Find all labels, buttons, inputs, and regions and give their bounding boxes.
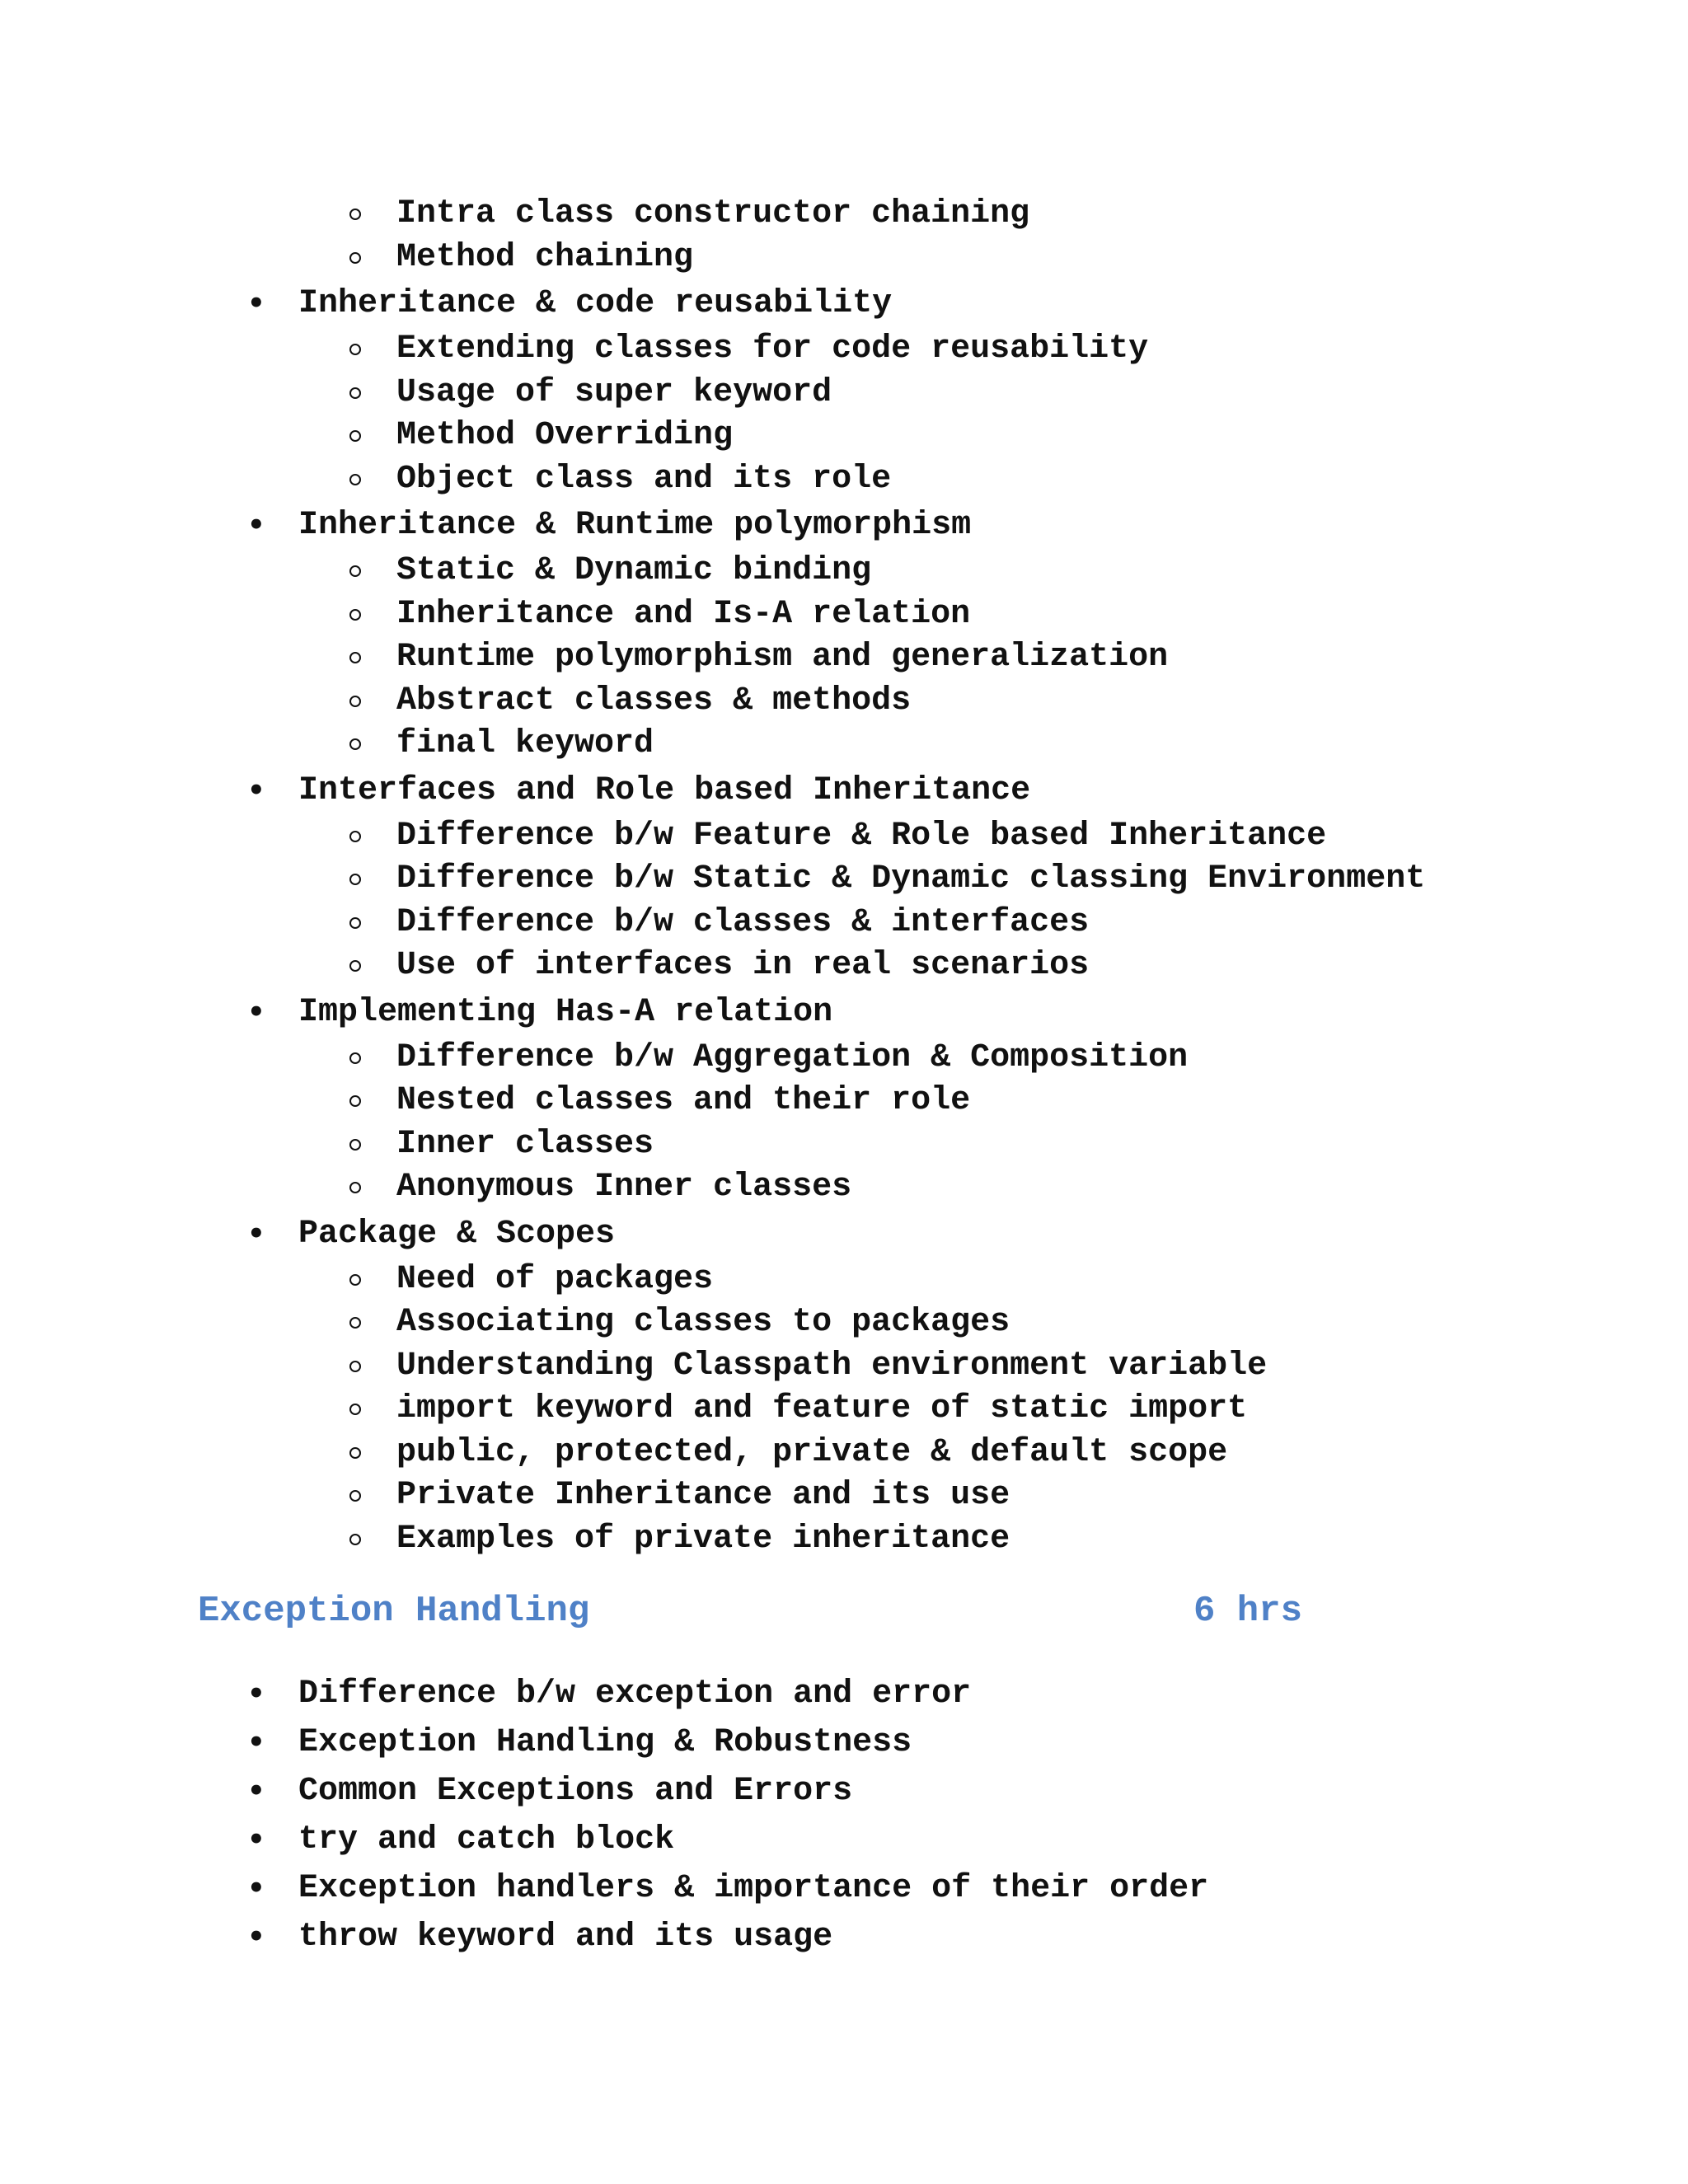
sub-item <box>0 1080 1688 1123</box>
hollow-bullet-icon <box>349 831 361 842</box>
bullet-icon: • <box>247 773 265 807</box>
sub-item-text: Understanding Classpath environment variable <box>396 1347 1268 1385</box>
hollow-bullet-icon <box>349 696 361 707</box>
sub-item <box>0 815 1688 859</box>
topic-item <box>0 1210 1688 1258</box>
hollow-bullet-icon <box>349 430 361 442</box>
sub-item <box>0 415 1688 458</box>
sub-item-text: Need of packages <box>396 1260 714 1298</box>
topic-item <box>0 766 1688 815</box>
hollow-bullet-icon <box>349 344 361 355</box>
sub-item-text: Difference b/w Aggregation & Composition <box>396 1038 1189 1076</box>
sub-item-text: Extending classes for code reusability <box>396 330 1149 368</box>
sub-item <box>0 680 1688 724</box>
sub-item <box>0 237 1688 280</box>
sub-item <box>0 1518 1688 1562</box>
section-item-text: Exception handlers & importance of their order <box>298 1870 1209 1907</box>
bullet-icon: • <box>247 1823 265 1856</box>
sub-item <box>0 550 1688 593</box>
hollow-bullet-icon <box>349 474 361 485</box>
sub-item-text: Use of interfaces in real scenarios <box>396 947 1090 984</box>
sub-item-text: public, protected, private & default scope <box>396 1433 1228 1471</box>
sub-item <box>0 1258 1688 1302</box>
hollow-bullet-icon <box>349 1095 361 1107</box>
hollow-bullet-icon <box>349 1139 361 1151</box>
hollow-bullet-icon <box>349 209 361 220</box>
bullet-icon: • <box>247 287 265 320</box>
sub-item-text: Difference b/w Static & Dynamic classing Environment <box>396 860 1426 898</box>
bullet-icon: • <box>247 1920 265 1953</box>
sub-item-text: Private Inheritance and its use <box>396 1477 1010 1514</box>
sub-item-text: Intra class constructor chaining <box>396 195 1030 232</box>
hollow-bullet-icon <box>349 609 361 621</box>
hollow-bullet-icon <box>349 1182 361 1193</box>
hollow-bullet-icon <box>349 1274 361 1286</box>
sub-item-text: Examples of private inheritance <box>396 1520 1010 1558</box>
hollow-bullet-icon <box>349 1534 361 1545</box>
section-item-text: Exception Handling & Robustness <box>298 1724 912 1761</box>
sub-item <box>0 1474 1688 1518</box>
hollow-bullet-icon <box>349 738 361 750</box>
outline-list <box>0 193 1688 1561</box>
topic-item <box>0 988 1688 1037</box>
sub-item <box>0 1301 1688 1345</box>
sub-item-text: Difference b/w Feature & Role based Inheritance <box>396 817 1327 855</box>
topic-item <box>0 501 1688 550</box>
sub-item-text: Runtime polymorphism and generalization <box>396 639 1169 676</box>
topic-text: Inheritance & code reusability <box>298 285 893 322</box>
sub-item-text: Abstract classes & methods <box>396 682 912 719</box>
sub-item-text: import keyword and feature of static import <box>396 1390 1248 1427</box>
topic-text: Inheritance & Runtime polymorphism <box>298 507 972 544</box>
sub-item <box>0 858 1688 902</box>
topic-text: Implementing Has-A relation <box>298 993 833 1031</box>
bullet-icon: • <box>247 1677 265 1710</box>
hollow-bullet-icon <box>349 1361 361 1372</box>
sub-item-text: Usage of super keyword <box>396 373 832 411</box>
sub-item-text: Inner classes <box>396 1125 654 1163</box>
section-item <box>0 1864 1688 1913</box>
hollow-bullet-icon <box>349 1490 361 1502</box>
sub-item <box>0 902 1688 945</box>
bullet-icon: • <box>247 1872 265 1905</box>
section-item <box>0 1767 1688 1816</box>
section-item-text: Difference b/w exception and error <box>298 1675 972 1713</box>
hollow-bullet-icon <box>349 1317 361 1329</box>
topic-text: Interfaces and Role based Inheritance <box>298 771 1031 809</box>
hollow-bullet-icon <box>349 874 361 885</box>
sub-item-text: Associating classes to packages <box>396 1304 1010 1341</box>
sub-item-text: Nested classes and their role <box>396 1082 971 1119</box>
sub-item <box>0 944 1688 988</box>
hollow-bullet-icon <box>349 960 361 972</box>
sub-item <box>0 1432 1688 1475</box>
hollow-bullet-icon <box>349 1404 361 1415</box>
sub-item <box>0 1345 1688 1389</box>
hollow-bullet-icon <box>349 1447 361 1459</box>
sub-item-text: final keyword <box>396 725 654 762</box>
sub-item-text: Object class and its role <box>396 460 892 498</box>
section-item <box>0 1816 1688 1864</box>
sub-item <box>0 723 1688 766</box>
section-heading <box>198 1586 1599 1636</box>
section-item <box>0 1913 1688 1961</box>
sub-item <box>0 1123 1688 1167</box>
sub-item-text: Static & Dynamic binding <box>396 552 872 589</box>
bullet-icon: • <box>247 509 265 541</box>
section-title: Exception Handling <box>198 1591 590 1632</box>
topic-item <box>0 279 1688 328</box>
section-hours: 6 hrs <box>1193 1591 1303 1632</box>
hollow-bullet-icon <box>349 1052 361 1064</box>
hollow-bullet-icon <box>349 252 361 264</box>
bullet-icon: • <box>247 995 265 1029</box>
section-item-text: throw keyword and its usage <box>298 1919 833 1956</box>
sub-item-text: Anonymous Inner classes <box>396 1169 852 1206</box>
topic-text: Package & Scopes <box>298 1215 616 1253</box>
section-item-list <box>0 1670 1688 1961</box>
hollow-bullet-icon <box>349 387 361 399</box>
sub-item <box>0 328 1688 372</box>
sub-item-text: Method Overriding <box>396 417 734 454</box>
section-item-text: try and catch block <box>298 1821 675 1858</box>
section-item <box>0 1718 1688 1767</box>
sub-item-text: Method chaining <box>396 238 694 276</box>
sub-item <box>0 1388 1688 1432</box>
bullet-icon: • <box>247 1774 265 1807</box>
sub-item-text: Inheritance and Is-A relation <box>396 595 971 633</box>
sub-item <box>0 193 1688 237</box>
sub-item <box>0 1037 1688 1080</box>
sub-item <box>0 636 1688 680</box>
section-item <box>0 1670 1688 1718</box>
hollow-bullet-icon <box>349 917 361 929</box>
sub-item-text: Difference b/w classes & interfaces <box>396 903 1090 941</box>
sub-item <box>0 458 1688 502</box>
sub-item <box>0 593 1688 637</box>
hollow-bullet-icon <box>349 565 361 577</box>
hollow-bullet-icon <box>349 652 361 663</box>
bullet-icon: • <box>247 1216 265 1250</box>
section-item-text: Common Exceptions and Errors <box>298 1773 853 1810</box>
sub-item <box>0 1166 1688 1210</box>
sub-item <box>0 372 1688 415</box>
bullet-icon: • <box>247 1726 265 1759</box>
